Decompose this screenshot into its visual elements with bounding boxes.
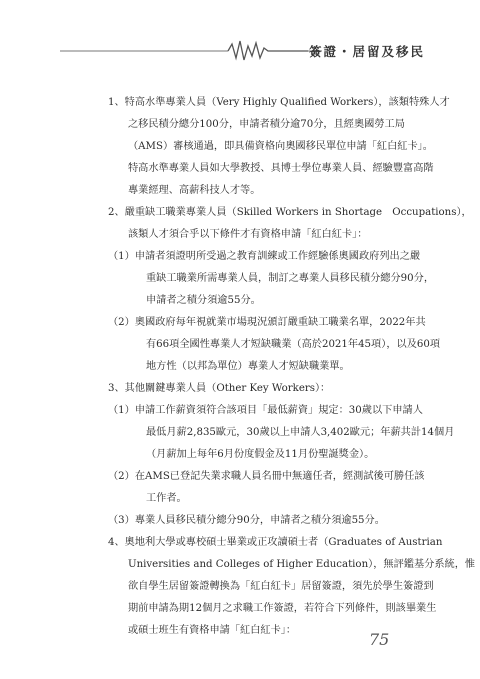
- text-line: 之移民積分總分100分，申請者積分逾70分，且經奧國勞工局: [128, 119, 405, 130]
- text-line: 3、其他關鍵專業人員（Other Key Workers）：: [108, 383, 331, 394]
- text-line: 該類人才須合乎以下條件才有資格申請「紅白紅卡」：: [128, 229, 368, 240]
- text-line: 地方性（以邦為單位）專業人才短缺職業單。: [146, 361, 350, 372]
- text-line: 重缺工職業所需專業人員，制訂之專業人員移民積分總分90分，: [146, 273, 435, 284]
- text-line: 申請者之積分須逾55分。: [146, 295, 261, 306]
- text-line: （2）在AMS已登記失業求職人員名冊中無適任者，經測試後可勝任該: [108, 471, 425, 482]
- text-line: 2、嚴重缺工職業專業人員（Skilled Workers in Shortage Occupations），: [108, 207, 472, 218]
- text-line: 4、奧地利大學或專校碩士畢業或正攻讀碩士者（Graduates of Austrian: [108, 537, 443, 548]
- text-line: 1、特高水準專業人員（Very Highly Qualified Workers），該類特殊人才: [108, 97, 450, 108]
- text-line: 專業經理、高薪科技人才等。: [128, 185, 261, 196]
- text-line: （3）專業人員移民積分總分90分，申請者之積分須逾55分。: [108, 515, 385, 526]
- page-number: 75: [369, 630, 390, 649]
- document-body: [108, 92, 476, 642]
- text-line: 或碩士班生有資格申請「紅白紅卡」：: [128, 625, 297, 636]
- text-line: 特高水準專業人員如大學教授、具博士學位專業人員、經驗豐富高階: [128, 163, 434, 174]
- text-line: 欲自學生居留簽證轉換為「紅白紅卡」居留簽證，須先於學生簽證到: [128, 581, 434, 592]
- text-line: （月薪加上每年6月份度假金及11月份聖誕獎金）。: [146, 449, 375, 460]
- text-line: （AMS）審核通過，即具備資格向奧國移民單位申請「紅白紅卡」。: [128, 141, 433, 152]
- text-line: 期前申請為期12個月之求職工作簽證，若符合下列條件，則該畢業生: [128, 603, 437, 614]
- text-line: （2）奧國政府每年視就業市場現況頒訂嚴重缺工職業名單，2022年共: [108, 317, 426, 328]
- header-title: 簽證・居留及移民: [308, 44, 425, 59]
- text-line: 工作者。: [146, 493, 187, 504]
- text-line: Universities and Colleges of Higher Education），無評鑑基分系統，惟: [128, 559, 476, 570]
- text-line: （1）申請者須證明所受過之教育訓練或工作經驗係奧國政府列出之嚴: [108, 251, 421, 262]
- text-line: （1）申請工作薪資須符合該項目「最低薪資」規定：30歲以下申請人: [108, 405, 423, 416]
- page-header: [60, 38, 425, 62]
- text-line: 有66項全國性專業人才短缺職業（高於2021年45項），以及60項: [146, 339, 441, 350]
- text-line: 最低月薪2,835歐元，30歲以上申請人3,402歐元；年薪共計14個月: [146, 427, 455, 438]
